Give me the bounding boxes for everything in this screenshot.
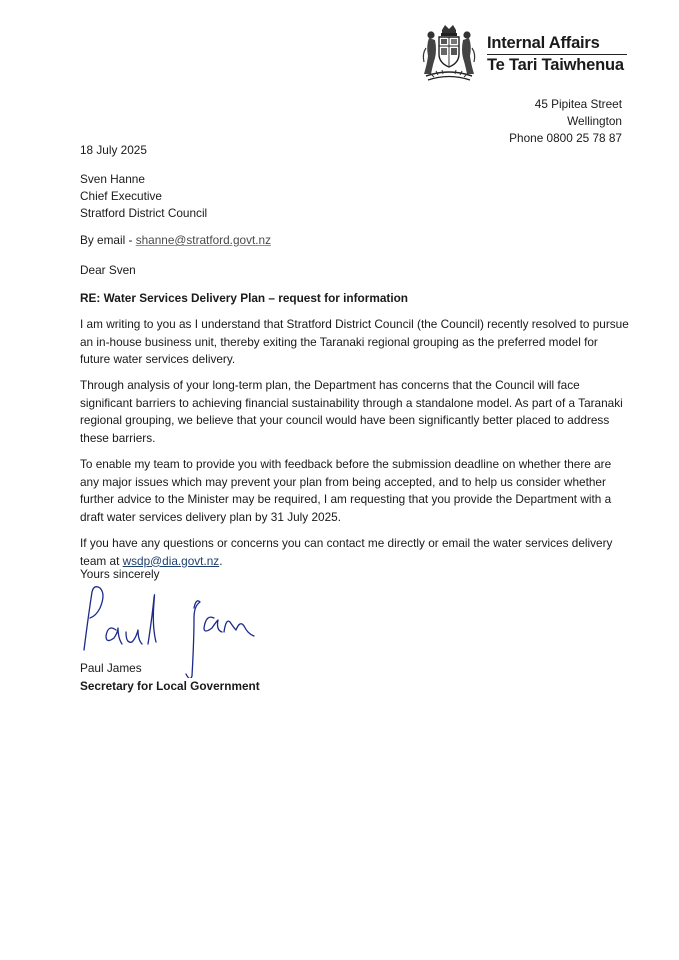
team-email-link[interactable]: wsdp@dia.govt.nz xyxy=(122,553,220,568)
recipient-block xyxy=(80,171,207,222)
body-paragraph: To enable my team to provide you with feedback before the submission deadline on whether there are any major issues which may prevent your plan from being accepted, and to help us consider whether further advice to the Minister may be required, I am requesting that you provide the Department with a draft water services delivery plan by 31 July 2025. xyxy=(80,457,612,524)
by-email-label: By email - xyxy=(80,233,136,247)
signer-name: Paul James xyxy=(80,661,142,675)
subject-line: RE: Water Services Delivery Plan – request for information xyxy=(80,291,409,305)
org-name-maori: Te Tari Taiwhenua xyxy=(487,56,624,74)
letter-date: 18 July 2025 xyxy=(80,143,147,157)
body-paragraph: I am writing to you as I understand that Stratford District Council (the Council) recently resolved to pursue an in-house business unit, thereby exiting the Taranaki regional grouping as the preferred model for future water services delivery. xyxy=(80,317,629,367)
contact-text: If you have any questions or concerns you can contact me directly or email the water services delivery team at xyxy=(80,536,613,568)
org-name-english: Internal Affairs xyxy=(487,34,627,55)
address-street: 45 Pipitea Street xyxy=(534,97,622,111)
contact-text-end: . xyxy=(219,553,223,568)
by-email-line xyxy=(80,233,271,247)
recipient-title: Chief Executive xyxy=(80,189,162,203)
sender-address xyxy=(509,96,622,146)
contact-paragraph xyxy=(80,535,630,570)
recipient-name: Sven Hanne xyxy=(80,172,145,186)
signer-title: Secretary for Local Government xyxy=(80,679,260,693)
body-paragraph: Through analysis of your long-term plan, the Department has concerns that the Council will face significant barriers to achieving financial sustainability through a standalone model. As part of a Taranaki regional grouping, we believe that your council would have been significantly better placed to address these barriers. xyxy=(80,378,623,446)
recipient-email-link[interactable]: shanne@stratford.govt.nz xyxy=(135,233,271,247)
recipient-organisation: Stratford District Council xyxy=(80,206,208,220)
closing-line: Yours sincerely xyxy=(80,567,160,581)
letter-body xyxy=(80,316,630,579)
address-city: Wellington xyxy=(567,113,622,128)
address-phone: Phone 0800 25 78 87 xyxy=(509,130,622,145)
organisation-logo xyxy=(487,34,627,75)
coat-of-arms-icon xyxy=(418,24,480,84)
salutation: Dear Sven xyxy=(80,263,136,277)
